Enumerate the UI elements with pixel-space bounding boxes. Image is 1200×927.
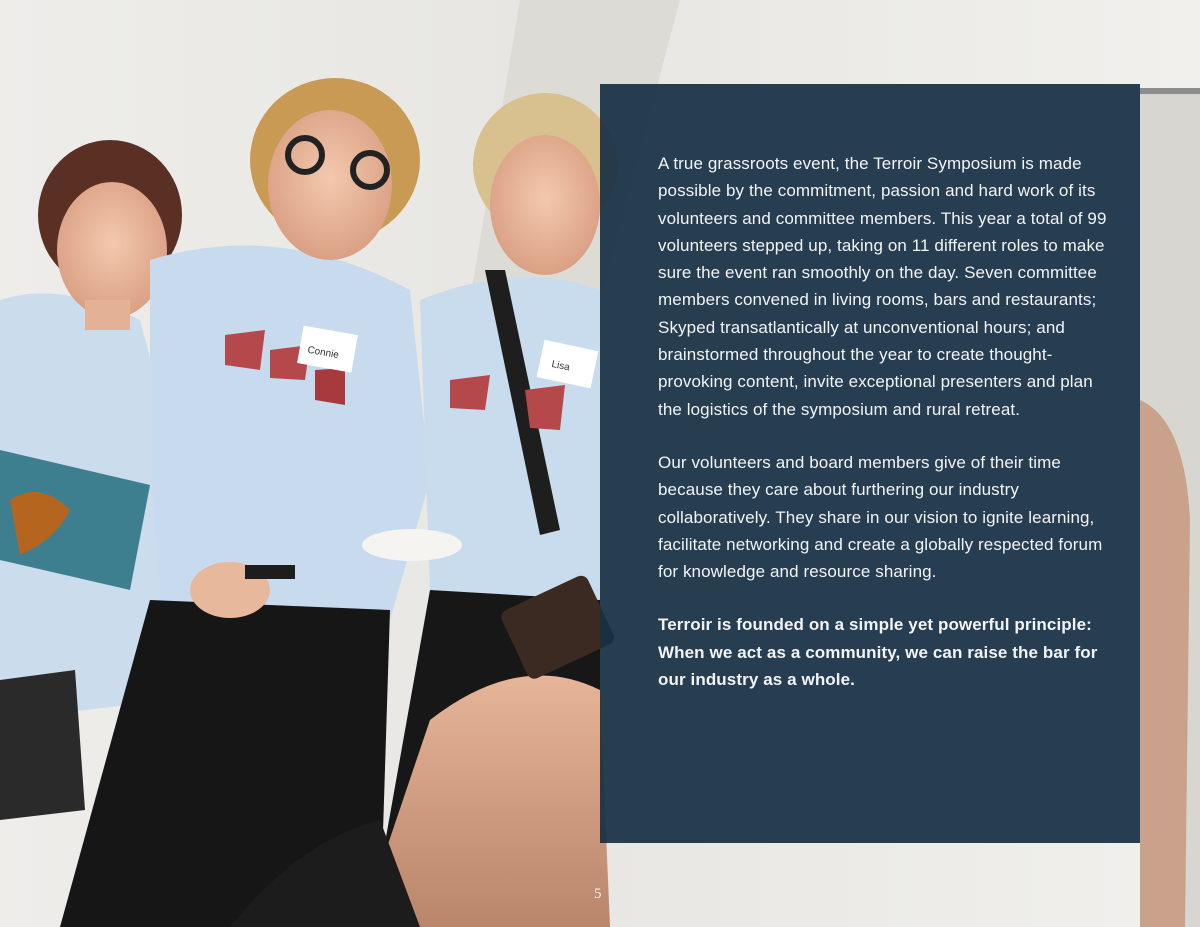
badge-lisa: Lisa <box>550 358 571 374</box>
paragraph-intro: A true grassroots event, the Terroir Symposium is made possible by the commitment, passion and hard work of its volunteers and committee members. This year a total of 99 volunteers stepped up, taking on 11 different roles to make sure the event ran smoothly on the day. Seven committee members convened in living rooms, bars and restaurants; Skyped transatlantically at unconventional hours; and brainstormed throughout the year to create thought-provoking content, invite exceptional presenters and plan the logistics of the symposium and rural retreat. <box>658 154 1107 419</box>
paragraph-volunteers: Our volunteers and board members give of their time because they care about furthering our industry collaboratively. They share in our vision to ignite learning, facilitate networking and create a globally respected forum for knowledge and resource sharing. <box>658 452 1103 582</box>
page-number: 5 <box>594 886 602 902</box>
paragraph-principle: Terroir is founded on a simple yet powerful principle: When we act as a community, we can raise the bar for our industry as a whole. <box>658 615 1098 690</box>
text-overlay-panel <box>600 84 1140 843</box>
badge-connie: Connie <box>306 344 340 362</box>
